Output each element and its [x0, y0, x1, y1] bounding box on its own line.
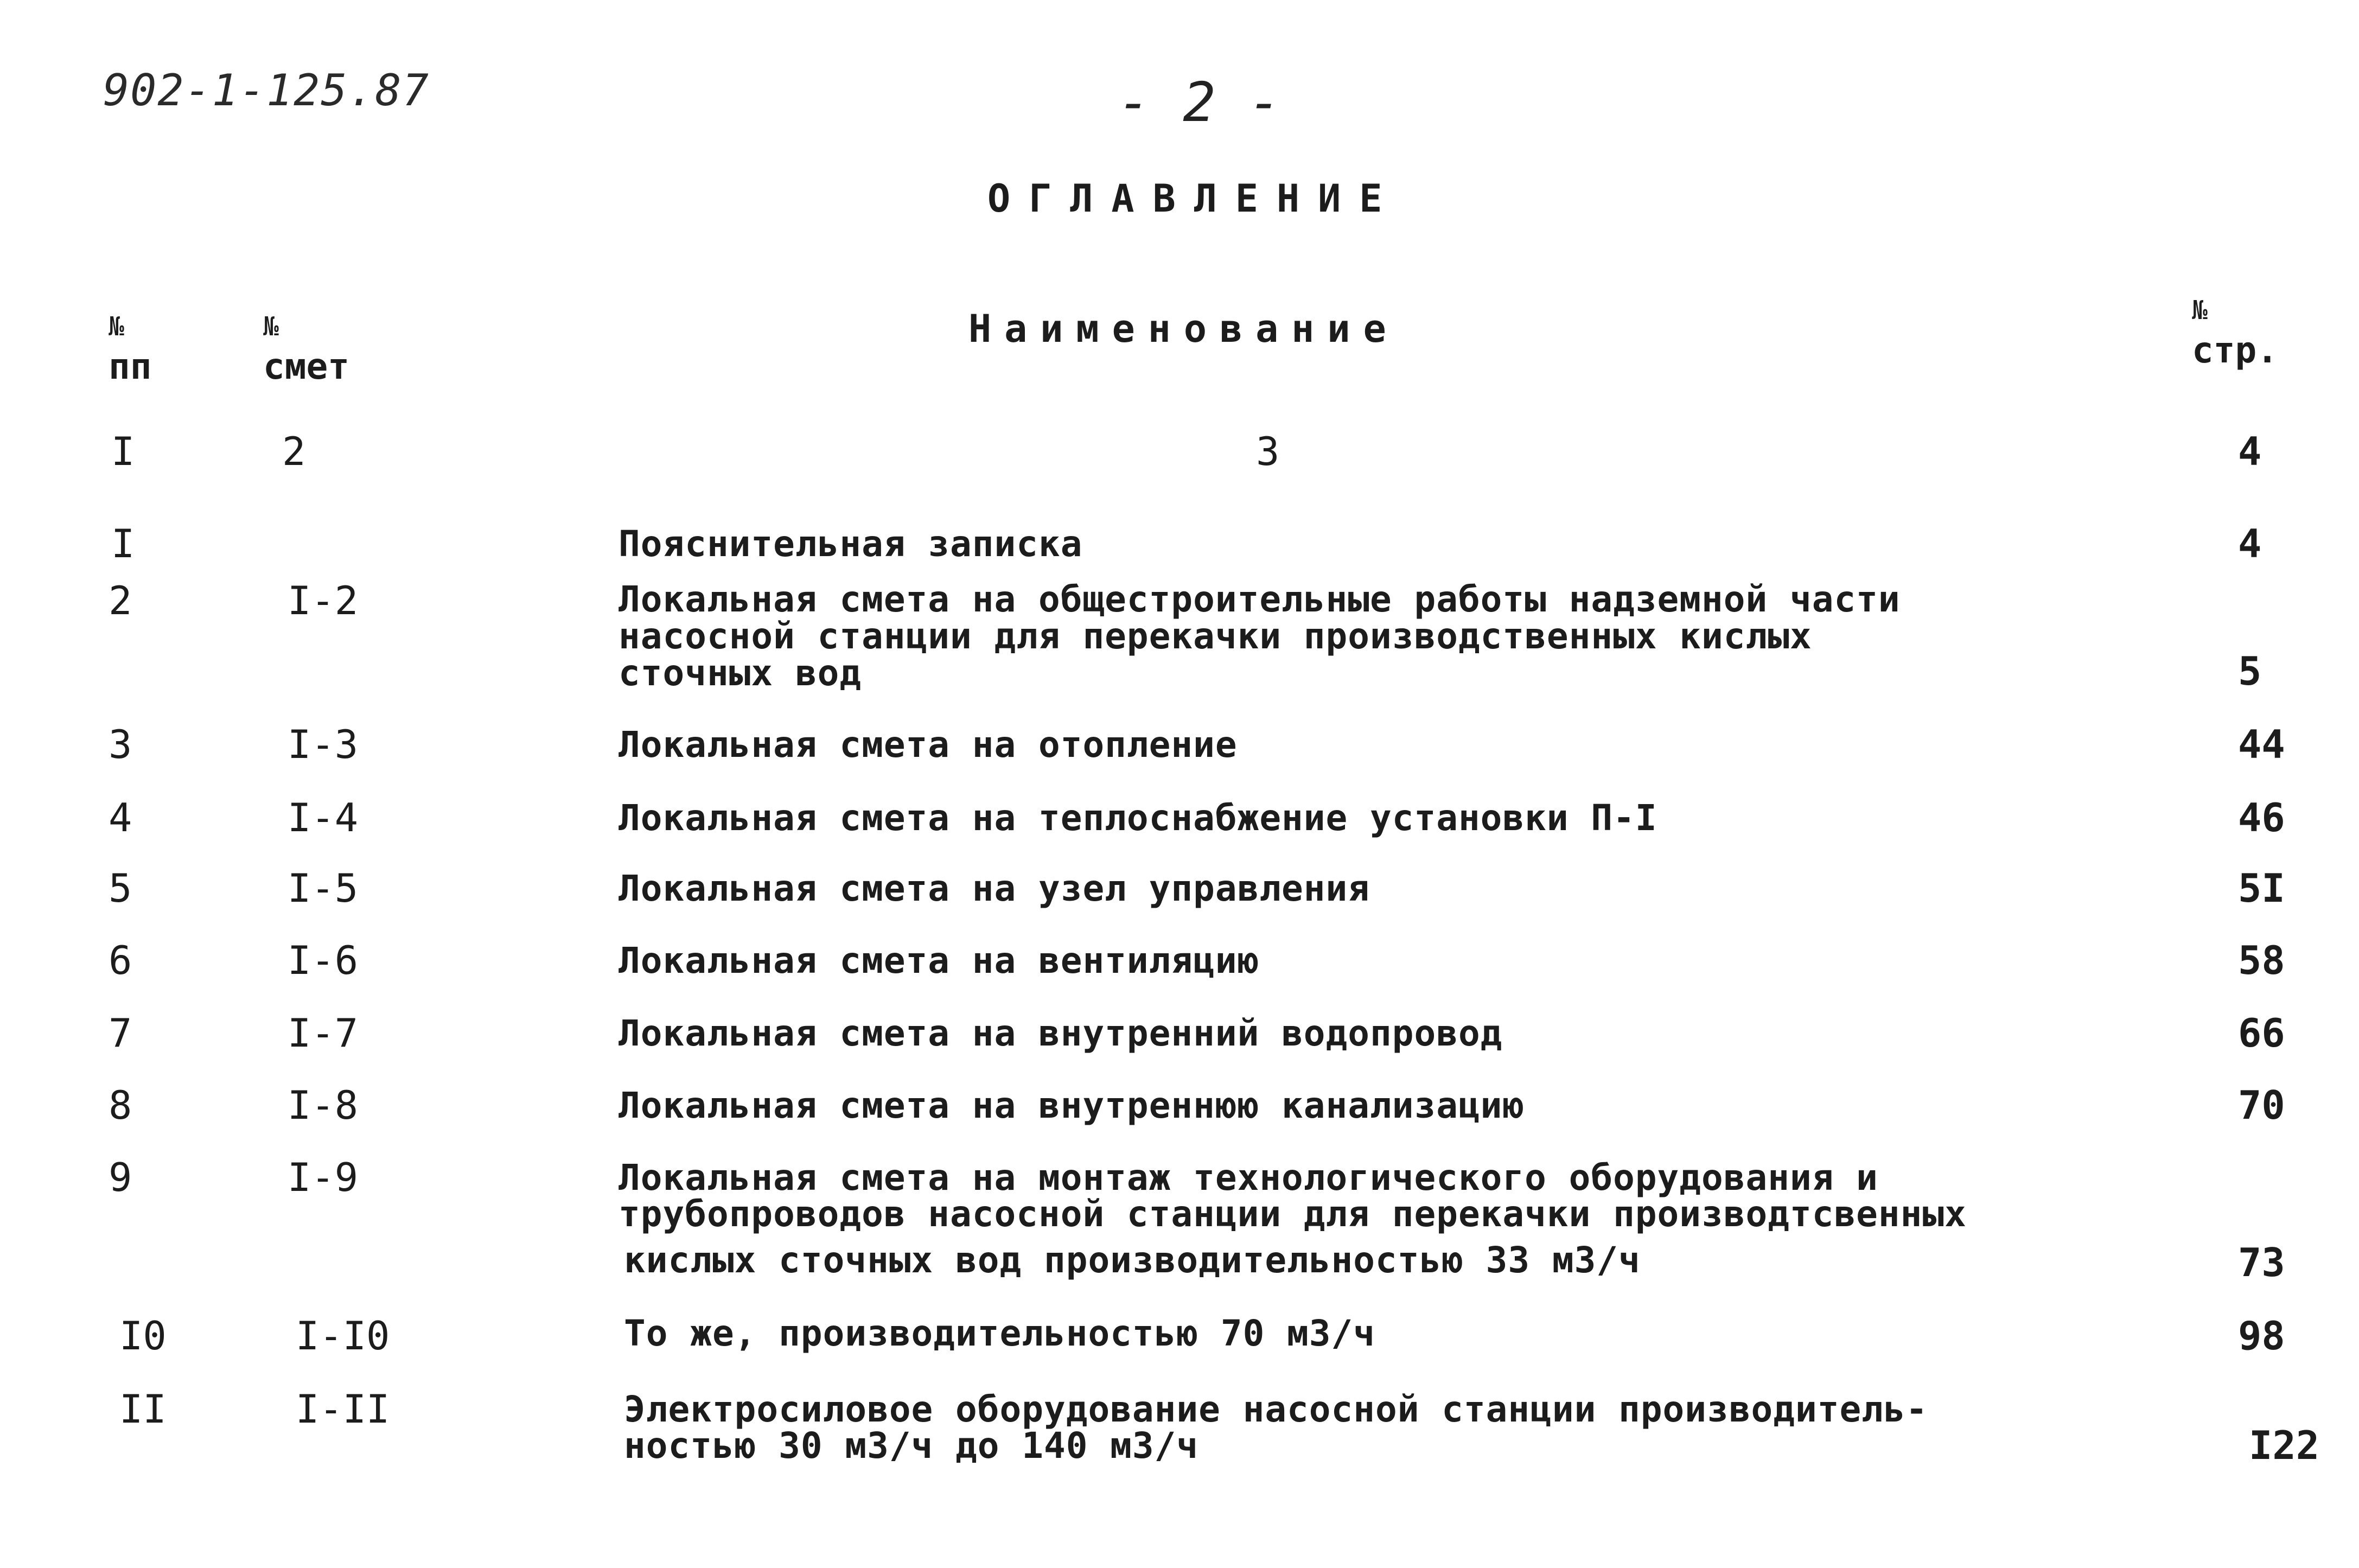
column-header-name: Наименование: [968, 307, 1399, 351]
row-2-name-line-2: насосной станции для перекачки производственных кислых: [619, 615, 1812, 657]
row-5-name-line-1: Локальная смета на узел управления: [619, 868, 1370, 909]
row-11-name-line-1: Электросиловое оборудование насосной станции производитель-: [624, 1388, 1928, 1430]
page-number: - 2 -: [1118, 71, 1281, 134]
page-number-symbol: №: [2192, 295, 2208, 326]
row-4-page: 46: [2238, 795, 2285, 840]
column-number-4: 4: [2238, 429, 2262, 474]
row-4-estimate: I-4: [288, 795, 359, 840]
row-11-page: I22: [2249, 1423, 2320, 1468]
row-9-estimate: I-9: [288, 1155, 359, 1200]
row-5-page: 5I: [2238, 865, 2285, 911]
row-2-name-line-1: Локальная смета на общестроительные работы надземной части: [619, 578, 1901, 620]
column-header-page: [2192, 290, 2278, 371]
row-9-number: 9: [109, 1155, 132, 1200]
row-9-name-line-1: Локальная смета на монтаж технологического оборудования и: [619, 1157, 1878, 1199]
row-4-name-line-1: Локальная смета на теплоснабжение установки П-I: [619, 797, 1657, 839]
column-header-page-label: стр.: [2192, 329, 2278, 371]
row-11-number: II: [119, 1386, 167, 1432]
row-5-estimate: I-5: [288, 865, 359, 911]
estimate-number-symbol: №: [263, 311, 279, 342]
row-2-number: 2: [109, 578, 132, 623]
row-11-estimate: I-II: [296, 1386, 390, 1432]
row-7-name-line-1: Локальная смета на внутренний водопровод: [619, 1012, 1503, 1054]
row-6-page: 58: [2238, 938, 2285, 983]
row-11-name-line-2: ностью 30 м3/ч до 140 м3/ч: [624, 1425, 1199, 1467]
row-9-name-line-3: кислых сточных вод производительностью 33 м3/ч: [624, 1239, 1641, 1281]
column-number-3: 3: [1256, 429, 1280, 474]
row-3-number: 3: [109, 722, 132, 767]
row-3-estimate: I-3: [288, 722, 359, 767]
row-9-name-line-2: трубопроводов насосной станции для перекачки производтсвенных: [619, 1193, 1967, 1235]
row-9-page: 73: [2238, 1240, 2285, 1285]
row-10-number: I0: [119, 1313, 167, 1359]
row-7-estimate: I-7: [288, 1010, 359, 1056]
row-7-page: 66: [2238, 1010, 2285, 1056]
row-8-estimate: I-8: [288, 1082, 359, 1128]
column-header-estimate-label: смет: [263, 346, 349, 387]
row-5-number: 5: [109, 865, 132, 911]
row-8-page: 70: [2238, 1082, 2285, 1128]
row-3-name-line-1: Локальная смета на отопление: [619, 724, 1238, 766]
row-1-page: 4: [2238, 521, 2262, 566]
row-2-page: 5: [2238, 648, 2262, 694]
row-2-estimate: I-2: [288, 578, 359, 623]
page-title: ОГЛАВЛЕНИЕ: [987, 176, 1401, 221]
column-number-2: 2: [282, 429, 306, 474]
row-6-estimate: I-6: [288, 938, 359, 983]
row-10-name-line-1: То же, производительностью 70 м3/ч: [624, 1312, 1376, 1354]
row-8-number: 8: [109, 1082, 132, 1128]
column-header-number-label: пп: [109, 346, 152, 387]
row-3-page: 44: [2238, 722, 2285, 767]
row-1-number: I: [111, 521, 135, 566]
column-header-number: [109, 307, 151, 387]
row-1-name-line-1: Пояснительная записка: [619, 523, 1083, 565]
row-10-page: 98: [2238, 1313, 2285, 1359]
row-6-name-line-1: Локальная смета на вентиляцию: [619, 940, 1260, 981]
row-7-number: 7: [109, 1010, 132, 1056]
row-6-number: 6: [109, 938, 132, 983]
column-header-estimate: [263, 307, 349, 387]
document-code: 902-1-125.87: [103, 65, 430, 116]
row-8-name-line-1: Локальная смета на внутреннюю канализацию: [619, 1085, 1525, 1126]
row-10-estimate: I-I0: [296, 1313, 390, 1359]
column-number-1: I: [111, 429, 135, 474]
row-4-number: 4: [109, 795, 132, 840]
row-2-name-line-3: сточных вод: [619, 652, 862, 694]
number-symbol: №: [109, 311, 124, 342]
